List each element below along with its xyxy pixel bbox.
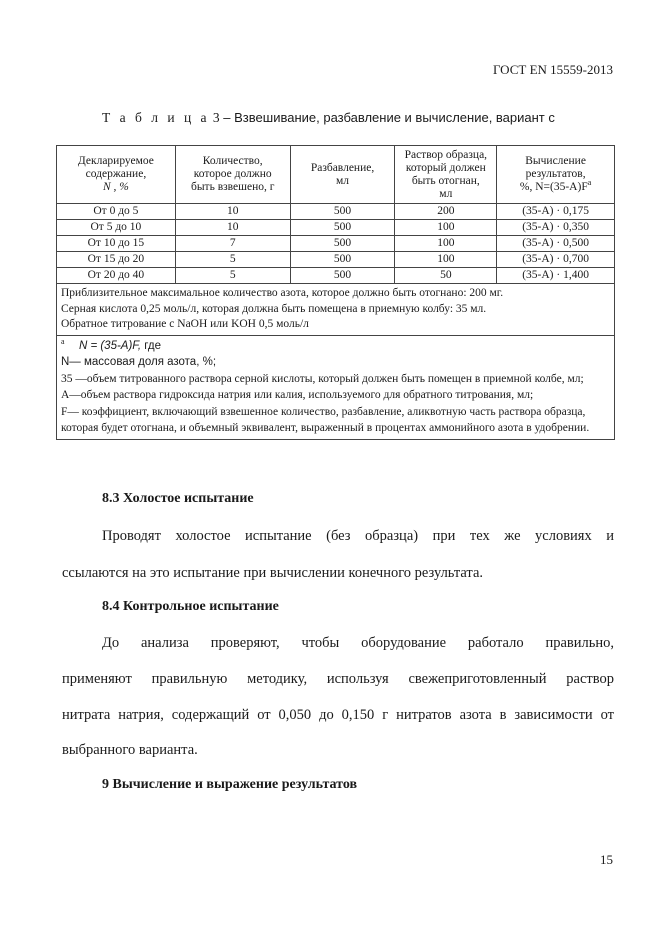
- section-8-3-line: ссылаются на это испытание при вычислении конечного результата.: [62, 565, 484, 581]
- cell-content-range: От 5 до 10: [57, 220, 176, 236]
- table-row: [57, 252, 615, 268]
- header-formula: %, N=(35-A)F: [519, 181, 588, 193]
- footnote-line: F— коэффициент, включающий взвешенное количество, разбавление, аликвотную часть раствора образца, которая будет отогнана, и объемный эквивалент, выраженный в процентах аммонийного азота в удобрении.: [61, 405, 590, 434]
- section-8-3-line: Проводят холостое испытание (без образца) при тех же условиях и: [102, 528, 614, 544]
- section-8-4-line: выбранного варианта.: [62, 742, 198, 758]
- table-caption: [102, 110, 555, 126]
- note-line: Приблизительное максимальное количество азота, которое должно быть отогнано: 200 мг.: [61, 287, 504, 299]
- header-quantity: [175, 146, 290, 204]
- cell-calculation: (35-A) · 0,500: [497, 236, 615, 252]
- header-line: Разбавление,: [310, 161, 375, 174]
- section-8-4-line: нитрата натрия, содержащий от 0,050 до 0,150 г нитратов азота в зависимости от: [62, 707, 614, 723]
- cell-quantity: 7: [175, 236, 290, 252]
- table-footnote: [57, 335, 615, 439]
- header-line: Вычисление: [525, 155, 586, 167]
- note-line: Обратное титрование с NaOH или KOH 0,5 моль/л: [61, 318, 309, 330]
- header-line: результатов,: [525, 168, 586, 180]
- cell-dilution: 500: [290, 252, 395, 268]
- weighing-dilution-table: [56, 145, 615, 440]
- footnote-formula-line: [61, 338, 610, 355]
- cell-calculation: (35-A) · 0,350: [497, 220, 615, 236]
- header-line: Декларируемое: [77, 155, 154, 167]
- cell-content-range: От 20 до 40: [57, 268, 176, 284]
- header-line: который должен: [405, 161, 486, 174]
- header-sample-solution: [395, 146, 497, 204]
- footnote-marker: a: [587, 178, 592, 188]
- cell-content-range: От 10 до 15: [57, 236, 176, 252]
- cell-sample-volume: 100: [395, 220, 497, 236]
- note-line: Серная кислота 0,25 моль/л, которая должна быть помещена в приемную колбу: 35 мл.: [61, 302, 487, 315]
- table-notes: [57, 284, 615, 336]
- table-caption-text: Взвешивание, разбавление и вычисление, вариант с: [234, 110, 555, 125]
- cell-sample-volume: 200: [395, 204, 497, 220]
- cell-dilution: 500: [290, 268, 395, 284]
- page-number: 15: [600, 852, 613, 867]
- footnote-formula: N = (35-A)F,: [78, 339, 142, 352]
- footnote-line: N— массовая доля азота, %;: [61, 356, 217, 368]
- footnote-marker: a: [61, 336, 65, 346]
- cell-calculation: (35-A) · 1,400: [497, 268, 615, 284]
- table-row: [57, 236, 615, 252]
- section-8-3-title: 8.3 Холостое испытание: [102, 491, 254, 506]
- cell-dilution: 500: [290, 220, 395, 236]
- table-row: [57, 204, 615, 220]
- header-line: Количество,: [202, 155, 263, 167]
- table-caption-number: 3: [212, 110, 220, 125]
- cell-quantity: 5: [175, 268, 290, 284]
- header-line: [499, 178, 612, 194]
- header-line: быть отогнан,: [411, 174, 480, 187]
- cell-content-range: От 15 до 20: [57, 252, 176, 268]
- header-calculation: [497, 146, 615, 204]
- table-caption-label: Т а б л и ц а: [102, 110, 210, 125]
- table-row: [57, 220, 615, 236]
- table-notes-row: [57, 284, 615, 336]
- document-code: ГОСТ EN 15559-2013: [492, 62, 613, 77]
- footnote-line: 35 —объем титрованного раствора серной кислоты, который должен быть помещен в приемной колбе, мл;: [61, 372, 584, 385]
- cell-quantity: 10: [175, 204, 290, 220]
- cell-dilution: 500: [290, 204, 395, 220]
- header-line: быть взвешено, г: [190, 181, 275, 193]
- section-8-4-line: применяют правильную методику, используя свежеприготовленный раствор: [62, 671, 614, 687]
- cell-dilution: 500: [290, 236, 395, 252]
- header-line: мл: [336, 174, 350, 187]
- header-line: содержание,: [85, 168, 147, 180]
- header-line: которое должно: [193, 168, 272, 180]
- section-8-4-line: До анализа проверяют, чтобы оборудование работало правильно,: [102, 635, 614, 651]
- header-dilution: [290, 146, 395, 204]
- header-line: мл: [439, 187, 453, 200]
- cell-content-range: От 0 до 5: [57, 204, 176, 220]
- cell-quantity: 5: [175, 252, 290, 268]
- section-8-4-title: 8.4 Контрольное испытание: [102, 599, 279, 614]
- cell-calculation: (35-A) · 0,175: [497, 204, 615, 220]
- section-9-title: 9 Вычисление и выражение результатов: [102, 777, 358, 792]
- table-footnote-row: [57, 335, 615, 439]
- cell-sample-volume: 50: [395, 268, 497, 284]
- cell-sample-volume: 100: [395, 236, 497, 252]
- header-line: Раствор образца,: [404, 148, 488, 161]
- cell-sample-volume: 100: [395, 252, 497, 268]
- header-declared-content: [57, 146, 176, 204]
- footnote-formula-suffix: где: [141, 339, 162, 352]
- table-row: [57, 268, 615, 284]
- cell-quantity: 10: [175, 220, 290, 236]
- table-header-row: [57, 146, 615, 204]
- table-caption-dash: –: [219, 110, 235, 125]
- header-line: N , %: [102, 181, 129, 193]
- cell-calculation: (35-A) · 0,700: [497, 252, 615, 268]
- footnote-line: A—объем раствора гидроксида натрия или калия, используемого для обратного титрования, мл;: [61, 389, 534, 401]
